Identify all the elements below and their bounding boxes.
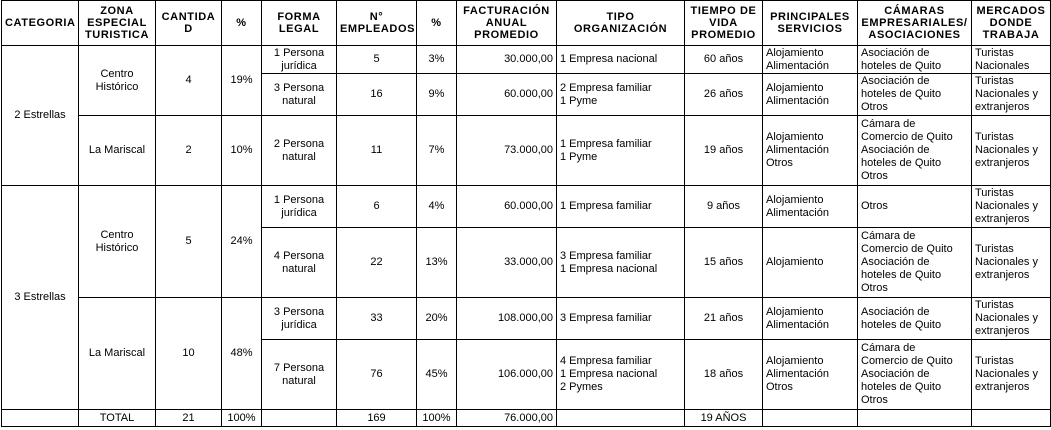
tipo-cell: 3 Empresa familiar [557, 298, 685, 340]
zone-pct-cell: 10% [222, 116, 262, 186]
empleados-pct-cell: 13% [417, 228, 457, 298]
empleados-cell: 11 [337, 116, 417, 186]
header-row [2, 1, 1051, 46]
empleados-pct-cell: 9% [417, 74, 457, 116]
facturacion-cell: 106.000,00 [457, 340, 557, 410]
tipo-cell: 1 Empresa familiar 1 Pyme [557, 116, 685, 186]
total-blank-cell [2, 410, 79, 427]
empleados-cell: 5 [337, 46, 417, 74]
camaras-cell: Cámara de Comercio de Quito Asociación de hoteles de Quito Otros [858, 340, 972, 410]
facturacion-cell: 73.000,00 [457, 116, 557, 186]
servicios-cell: Alojamiento Alimentación [763, 46, 858, 74]
forma-legal-cell: 2 Persona natural [262, 116, 337, 186]
facturacion-cell: 33.000,00 [457, 228, 557, 298]
header-categoria: CATEGORIA [2, 1, 79, 46]
header-pct-empleados: % [417, 1, 457, 46]
empleados-pct-cell: 20% [417, 298, 457, 340]
total-pct: 100% [222, 410, 262, 427]
camaras-cell: Asociación de hoteles de Quito [858, 298, 972, 340]
total-facturacion: 76.000,00 [457, 410, 557, 427]
total-row [2, 410, 1051, 427]
camaras-cell: Cámara de Comercio de Quito Asociación de hoteles de Quito Otros [858, 228, 972, 298]
table-row [2, 46, 1051, 74]
total-empleados: 169 [337, 410, 417, 427]
category-cell: 2 Estrellas [2, 46, 79, 186]
zone-pct-cell: 24% [222, 186, 262, 298]
servicios-cell: Alojamiento Alimentación [763, 298, 858, 340]
tipo-cell: 1 Empresa familiar [557, 186, 685, 228]
header-tiempo-vida: TIEMPO DE VIDA PROMEDIO [685, 1, 763, 46]
forma-legal-cell: 3 Persona natural [262, 74, 337, 116]
tipo-cell: 4 Empresa familiar 1 Empresa nacional 2 Pymes [557, 340, 685, 410]
tiempo-cell: 19 años [685, 116, 763, 186]
mercados-cell: Turistas Nacionales y extranjeros [972, 340, 1051, 410]
facturacion-cell: 60.000,00 [457, 186, 557, 228]
tiempo-cell: 9 años [685, 186, 763, 228]
zone-count-cell: 10 [156, 298, 222, 410]
zone-count-cell: 2 [156, 116, 222, 186]
tipo-cell: 2 Empresa familiar 1 Pyme [557, 74, 685, 116]
empleados-pct-cell: 7% [417, 116, 457, 186]
tipo-cell: 1 Empresa nacional [557, 46, 685, 74]
zone-pct-cell: 48% [222, 298, 262, 410]
servicios-cell: Alojamiento Alimentación Otros [763, 116, 858, 186]
total-cantidad: 21 [156, 410, 222, 427]
total-forma-blank [262, 410, 337, 427]
tiempo-cell: 60 años [685, 46, 763, 74]
empleados-cell: 22 [337, 228, 417, 298]
total-camaras-blank [858, 410, 972, 427]
servicios-cell: Alojamiento [763, 228, 858, 298]
mercados-cell: Turistas Nacionales y extranjeros [972, 228, 1051, 298]
hotel-summary-table [1, 0, 1051, 427]
empleados-cell: 6 [337, 186, 417, 228]
table-row [2, 298, 1051, 340]
mercados-cell: Turistas Nacionales y extranjeros [972, 74, 1051, 116]
forma-legal-cell: 4 Persona natural [262, 228, 337, 298]
empleados-cell: 76 [337, 340, 417, 410]
tiempo-cell: 26 años [685, 74, 763, 116]
zone-cell: Centro Histórico [79, 46, 156, 116]
table-row [2, 186, 1051, 228]
empleados-cell: 33 [337, 298, 417, 340]
tiempo-cell: 18 años [685, 340, 763, 410]
forma-legal-cell: 1 Persona jurídica [262, 186, 337, 228]
total-servicios-blank [763, 410, 858, 427]
forma-legal-cell: 3 Persona jurídica [262, 298, 337, 340]
facturacion-cell: 30.000,00 [457, 46, 557, 74]
mercados-cell: Turistas Nacionales y extranjeros [972, 186, 1051, 228]
servicios-cell: Alojamiento Alimentación [763, 74, 858, 116]
servicios-cell: Alojamiento Alimentación Otros [763, 340, 858, 410]
total-tipo-blank [557, 410, 685, 427]
header-zona: ZONA ESPECIAL TURISTICA [79, 1, 156, 46]
total-empleados-pct: 100% [417, 410, 457, 427]
total-label: TOTAL [79, 410, 156, 427]
header-empleados: N° EMPLEADOS [337, 1, 417, 46]
zone-count-cell: 4 [156, 46, 222, 116]
facturacion-cell: 108.000,00 [457, 298, 557, 340]
empleados-pct-cell: 4% [417, 186, 457, 228]
table-row [2, 116, 1051, 186]
header-cantidad: CANTIDA D [156, 1, 222, 46]
zone-pct-cell: 19% [222, 46, 262, 116]
empleados-pct-cell: 3% [417, 46, 457, 74]
category-cell: 3 Estrellas [2, 186, 79, 410]
empleados-cell: 16 [337, 74, 417, 116]
header-camaras: CÁMARAS EMPRESARIALES/ ASOCIACIONES [858, 1, 972, 46]
tiempo-cell: 21 años [685, 298, 763, 340]
header-pct: % [222, 1, 262, 46]
facturacion-cell: 60.000,00 [457, 74, 557, 116]
camaras-cell: Asociación de hoteles de Quito Otros [858, 74, 972, 116]
camaras-cell: Cámara de Comercio de Quito Asociación de hoteles de Quito Otros [858, 116, 972, 186]
mercados-cell: Turistas Nacionales y extranjeros [972, 116, 1051, 186]
zone-cell: La Mariscal [79, 116, 156, 186]
header-tipo-organizacion: TIPO ORGANIZACIÓN [557, 1, 685, 46]
header-mercados: MERCADOS DONDE TRABAJA [972, 1, 1051, 46]
zone-cell: Centro Histórico [79, 186, 156, 298]
camaras-cell: Otros [858, 186, 972, 228]
servicios-cell: Alojamiento Alimentación [763, 186, 858, 228]
total-tiempo: 19 AÑOS [685, 410, 763, 427]
total-mercados-blank [972, 410, 1051, 427]
mercados-cell: Turistas Nacionales y extranjeros [972, 298, 1051, 340]
zone-count-cell: 5 [156, 186, 222, 298]
mercados-cell: Turistas Nacionales [972, 46, 1051, 74]
empleados-pct-cell: 45% [417, 340, 457, 410]
header-forma-legal: FORMA LEGAL [262, 1, 337, 46]
header-facturacion: FACTURACIÓN ANUAL PROMEDIO [457, 1, 557, 46]
tiempo-cell: 15 años [685, 228, 763, 298]
zone-cell: La Mariscal [79, 298, 156, 410]
forma-legal-cell: 1 Persona jurídica [262, 46, 337, 74]
header-servicios: PRINCIPALES SERVICIOS [763, 1, 858, 46]
tipo-cell: 3 Empresa familiar 1 Empresa nacional [557, 228, 685, 298]
camaras-cell: Asociación de hoteles de Quito [858, 46, 972, 74]
forma-legal-cell: 7 Persona natural [262, 340, 337, 410]
